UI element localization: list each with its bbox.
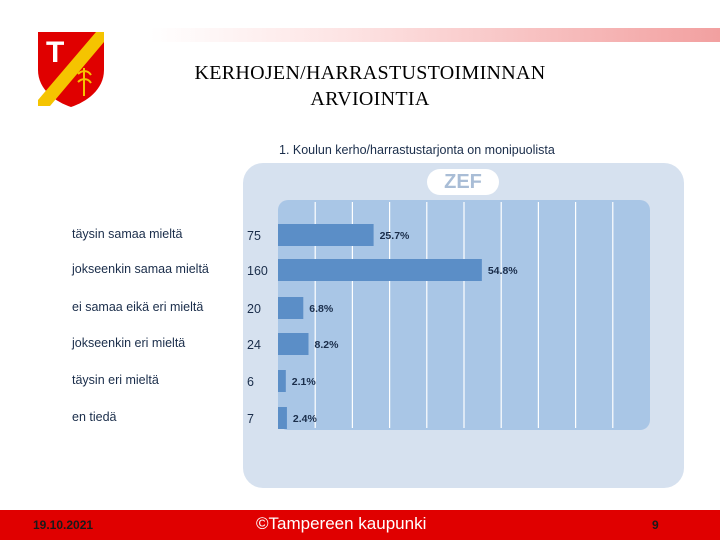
value-label: 8.2% (314, 339, 339, 351)
bar (278, 333, 309, 355)
zef-watermark: ZEF (427, 169, 499, 195)
count-label: 6 (247, 375, 254, 389)
count-label: 24 (247, 338, 261, 352)
chart (72, 138, 684, 494)
value-label: 2.1% (291, 376, 316, 388)
count-label: 160 (247, 264, 268, 278)
slide-title (150, 60, 590, 112)
value-label: 6.8% (309, 303, 334, 315)
category-label: täysin samaa mieltä (72, 227, 183, 241)
category-label: täysin eri mieltä (72, 373, 159, 387)
category-label: ei samaa eikä eri mieltä (72, 300, 204, 314)
value-label: 54.8% (487, 265, 518, 277)
chart-title: 1. Koulun kerho/harrastustarjonta on monipuolista (279, 143, 555, 157)
bar (278, 224, 374, 246)
header-decoration (150, 28, 720, 42)
bar (278, 259, 482, 281)
count-label: 75 (247, 229, 261, 243)
slide-title-line-1: KERHOJEN/HARRASTUSTOIMINNAN (194, 62, 546, 84)
page-number: 9 (652, 518, 659, 532)
value-label: 25.7% (379, 230, 410, 242)
footer-date: 19.10.2021 (33, 518, 94, 532)
category-label: jokseenkin samaa mieltä (72, 262, 209, 276)
category-label: jokseenkin eri mieltä (72, 336, 186, 350)
count-label: 7 (247, 412, 254, 426)
bar (278, 370, 286, 392)
value-label: 2.4% (292, 413, 317, 425)
footer-owner: ©Tampereen kaupunki (256, 514, 427, 533)
bar (278, 297, 303, 319)
chart-marks (72, 138, 684, 494)
city-logo-icon (36, 30, 106, 108)
category-label: en tiedä (72, 410, 117, 424)
slide-title-line-2: ARVIOINTIA (310, 88, 430, 110)
logo-letter: T (46, 36, 65, 69)
bar (278, 407, 287, 429)
count-label: 20 (247, 302, 261, 316)
